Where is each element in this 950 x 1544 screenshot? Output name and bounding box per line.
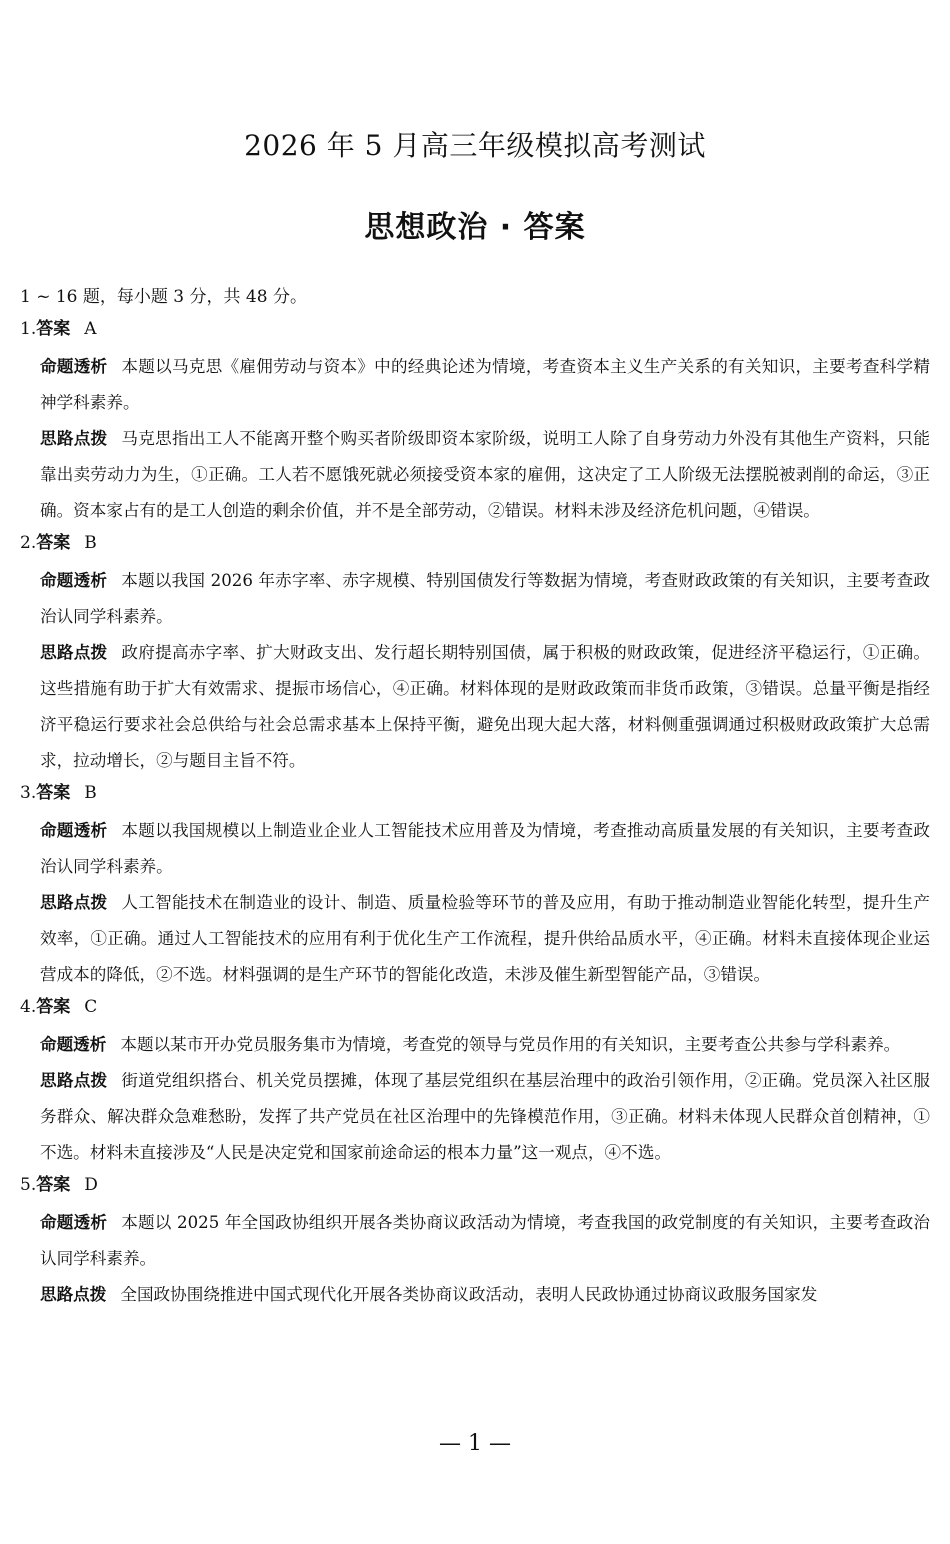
analysis-text: 本题以我国 2026 年赤字率、赤字规模、特别国债发行等数据为情境，考查财政政策的有关知识，主要考查政治认同学科素养。	[40, 571, 930, 626]
analysis-label: 命题透析	[40, 571, 108, 590]
answer-value: D	[84, 1175, 98, 1195]
answer-value: A	[84, 319, 97, 339]
question-number: 2.	[20, 533, 37, 553]
question-number: 1.	[20, 319, 37, 339]
analysis-paragraph	[20, 1205, 930, 1277]
approach-paragraph	[20, 885, 930, 993]
question-3	[20, 779, 930, 993]
answer-label: 答案	[36, 533, 71, 553]
questions-list	[20, 315, 930, 1313]
approach-paragraph	[20, 1063, 930, 1171]
analysis-text: 本题以某市开办党员服务集市为情境，考查党的领导与党员作用的有关知识，主要考查公共参与学科素养。	[120, 1035, 901, 1054]
approach-label: 思路点拨	[40, 429, 108, 448]
analysis-paragraph	[20, 563, 930, 635]
approach-paragraph	[20, 635, 930, 779]
answer-label: 答案	[36, 997, 71, 1017]
question-header	[20, 779, 930, 813]
analysis-label: 命题透析	[40, 1035, 107, 1054]
approach-text: 政府提高赤字率、扩大财政支出、发行超长期特别国债，属于积极的财政政策，促进经济平稳运行，①正确。这些措施有助于扩大有效需求、提振市场信心，④正确。材料体现的是财政政策而非货币政策，③错误。总量平衡是指经济平稳运行要求社会总供给与社会总需求基本上保持平衡，避免出现大起大落，材料侧重强调通过积极财政政策扩大总需求，拉动增长，②与题目主旨不符。	[40, 643, 930, 770]
analysis-text: 本题以马克思《雇佣劳动与资本》中的经典论述为情境，考查资本主义生产关系的有关知识，主要考查科学精神学科素养。	[40, 357, 930, 412]
analysis-text: 本题以 2025 年全国政协组织开展各类协商议政活动为情境，考查我国的政党制度的有关知识，主要考查政治认同学科素养。	[40, 1213, 930, 1268]
analysis-paragraph	[20, 813, 930, 885]
question-1	[20, 315, 930, 529]
approach-paragraph	[20, 421, 930, 529]
analysis-label: 命题透析	[40, 821, 108, 840]
approach-text: 马克思指出工人不能离开整个购买者阶级即资本家阶级，说明工人除了自身劳动力外没有其他生产资料，只能靠出卖劳动力为生，①正确。工人若不愿饿死就必须接受资本家的雇佣，这决定了工人阶级无法摆脱被剥削的命运，③正确。资本家占有的是工人创造的剩余价值，并不是全部劳动，②错误。材料未涉及经济危机问题，④错误。	[40, 429, 930, 520]
question-5	[20, 1171, 930, 1313]
page-number: — 1 —	[439, 1431, 511, 1456]
page-subtitle: 思想政治 · 答案	[364, 210, 586, 245]
answer-value: B	[84, 783, 97, 803]
question-number: 4.	[20, 997, 37, 1017]
answer-label: 答案	[36, 783, 71, 803]
question-2	[20, 529, 930, 779]
approach-text: 人工智能技术在制造业的设计、制造、质量检验等环节的普及应用，有助于推动制造业智能化转型，提升生产效率，①正确。通过人工智能技术的应用有利于优化生产工作流程，提升供给品质水平，④正确。材料未直接体现企业运营成本的降低，②不选。材料强调的是生产环节的智能化改造，未涉及催生新型智能产品，③错误。	[40, 893, 930, 984]
approach-label: 思路点拨	[40, 643, 108, 662]
analysis-label: 命题透析	[40, 357, 108, 376]
analysis-paragraph	[20, 1027, 930, 1063]
question-number: 5.	[20, 1175, 37, 1195]
approach-paragraph	[20, 1277, 930, 1313]
question-header	[20, 529, 930, 563]
approach-label: 思路点拨	[40, 1071, 108, 1090]
question-4	[20, 993, 930, 1171]
approach-label: 思路点拨	[40, 893, 108, 912]
page-title: 2026 年 5 月高三年级模拟高考测试	[244, 129, 706, 162]
analysis-paragraph	[20, 349, 930, 421]
question-header	[20, 993, 930, 1027]
answer-label: 答案	[36, 1175, 71, 1195]
question-header	[20, 315, 930, 349]
approach-label: 思路点拨	[40, 1285, 107, 1304]
answer-value: B	[84, 533, 97, 553]
section-intro: 1 ~ 16 题，每小题 3 分，共 48 分。	[20, 287, 307, 307]
question-number: 3.	[20, 783, 37, 803]
analysis-label: 命题透析	[40, 1213, 108, 1232]
answer-label: 答案	[36, 319, 71, 339]
answer-value: C	[84, 997, 98, 1017]
analysis-text: 本题以我国规模以上制造业企业人工智能技术应用普及为情境，考查推动高质量发展的有关知识，主要考查政治认同学科素养。	[40, 821, 930, 876]
approach-text: 街道党组织搭台、机关党员摆摊，体现了基层党组织在基层治理中的政治引领作用，②正确。党员深入社区服务群众、解决群众急难愁盼，发挥了共产党员在社区治理中的先锋模范作用，③正确。材料未体现人民群众首创精神，①不选。材料未直接涉及“人民是决定党和国家前途命运的根本力量”这一观点，④不选。	[40, 1071, 930, 1162]
approach-text: 全国政协围绕推进中国式现代化开展各类协商议政活动，表明人民政协通过协商议政服务国家发	[120, 1285, 818, 1304]
question-header	[20, 1171, 930, 1205]
